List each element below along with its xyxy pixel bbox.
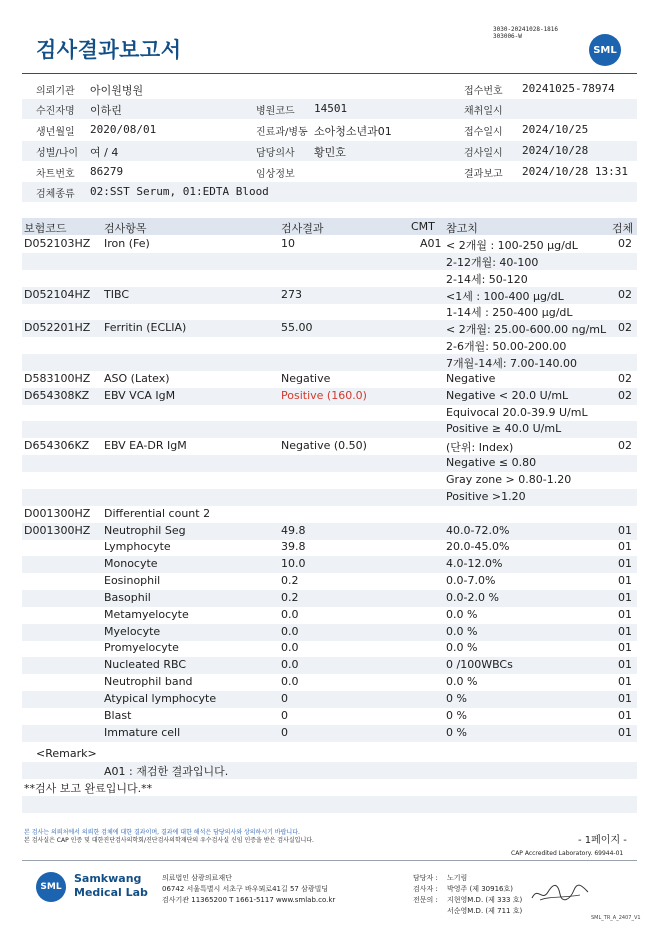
cell-ref: Negative < 20.0 U/mL: [446, 388, 569, 402]
cell-item: Immature cell: [104, 725, 181, 739]
cell-result: 49.8: [281, 523, 306, 537]
divider: [22, 73, 637, 74]
cell-spec: 01: [618, 641, 632, 655]
lab-logo: SML: [36, 872, 66, 902]
table-row: [22, 405, 637, 422]
table-row: [22, 506, 637, 523]
cell-spec: 01: [618, 574, 632, 587]
cell-spec: 01: [618, 557, 632, 571]
signature-icon: [530, 882, 590, 904]
cell-item: EBV VCA IgM: [104, 388, 176, 402]
cell-ref: Negative ≤ 0.80: [446, 456, 537, 470]
table-row: [22, 421, 637, 438]
cell-cmt: A01: [420, 237, 442, 250]
cell-spec: 02: [618, 237, 632, 250]
blank-row: [22, 796, 637, 813]
cell-result: 0.0: [281, 675, 299, 689]
cell-result: 0.0: [281, 624, 299, 638]
cell-result: 0.2: [281, 574, 299, 587]
table-row: [22, 236, 637, 253]
table-row: [22, 725, 637, 742]
table-row: [22, 607, 637, 624]
cell-ref: 0 %: [446, 708, 467, 722]
cell-spec: 01: [618, 523, 632, 537]
table-row: [22, 438, 637, 455]
page-number: - 1페이지 -: [578, 835, 627, 846]
table-row: [22, 303, 637, 320]
cell-result: 0.0: [281, 658, 299, 672]
cell-item: Basophil: [104, 590, 151, 604]
cell-item: Monocyte: [104, 557, 158, 571]
cell-code: D052104HZ: [24, 287, 91, 301]
cell-item: Neutrophil band: [104, 675, 193, 689]
cell-spec: 01: [618, 725, 632, 739]
cell-ref: 0 %: [446, 725, 467, 739]
table-row: [22, 489, 637, 506]
cell-result: Positive (160.0): [281, 388, 367, 402]
cell-spec: 01: [618, 658, 632, 672]
cell-ref: 0 /100WBCs: [446, 658, 513, 672]
cell-item: TIBC: [104, 287, 129, 301]
cell-item: ASO (Latex): [104, 371, 170, 385]
results-table-header: 보험코드 검사항목 검사결과 CMT 참고치 검체: [22, 218, 637, 235]
cell-item: EBV EA-DR IgM: [104, 439, 187, 453]
cell-result: 0.2: [281, 590, 299, 604]
cell-ref: 4.0-12.0%: [446, 557, 503, 571]
cell-ref: 7개월-14세: 7.00-140.00: [446, 357, 577, 370]
cell-spec: 01: [618, 624, 632, 638]
table-row: [22, 253, 637, 270]
cell-result: 0.0: [281, 641, 299, 655]
cell-spec: 01: [618, 708, 632, 722]
table-row: [22, 674, 637, 691]
table-row: [22, 556, 637, 573]
cell-ref: Equivocal 20.0-39.9 U/mL: [446, 405, 588, 419]
cell-code: D583100HZ: [24, 371, 91, 385]
table-row: [22, 270, 637, 287]
cell-item: Lymphocyte: [104, 540, 171, 554]
document-id: 3030-20241028-1816 303006-W: [493, 26, 559, 40]
cell-item: Differential count 2: [104, 506, 211, 520]
table-row: [22, 539, 637, 556]
cell-code: D654306KZ: [24, 439, 90, 453]
cell-ref: 0.0 %: [446, 641, 478, 655]
cell-result: 0: [281, 692, 288, 705]
cell-item: Blast: [104, 708, 132, 722]
lab-name: Samkwang Medical Lab: [74, 872, 148, 899]
cell-item: Atypical lymphocyte: [104, 692, 217, 705]
cell-result: Negative (0.50): [281, 439, 367, 453]
cell-item: Eosinophil: [104, 574, 161, 587]
lab-address: 의료법인 삼광의료재단 06742 서울특별시 서초구 바우뫼로41길 57 삼광빌딩 검사기관 11365200 T 1661-5117 www.smlab.co.kr: [162, 874, 336, 904]
cell-spec: 02: [618, 371, 632, 385]
table-row: [22, 337, 637, 354]
cell-ref: < 2개월 : 100-250 μg/dL: [446, 239, 578, 252]
cell-item: Promyelocyte: [104, 641, 179, 655]
table-row: [22, 691, 637, 708]
cell-ref: 1-14세 : 250-400 μg/dL: [446, 306, 573, 320]
cell-spec: 02: [618, 321, 632, 335]
cell-spec: 01: [618, 692, 632, 705]
table-row: [22, 657, 637, 674]
table-row: [22, 455, 637, 472]
cell-result: 0.0: [281, 607, 299, 621]
table-row: [22, 287, 637, 304]
cell-ref: 2-14세: 50-120: [446, 272, 528, 286]
cell-ref: 0.0-2.0 %: [446, 590, 499, 604]
cell-spec: 02: [618, 439, 632, 453]
cell-ref: 2-6개월: 50.00-200.00: [446, 340, 567, 354]
table-row: [22, 472, 637, 489]
info-row-chart: 차트번호 86279 임상정보 결과보고 2024/10/28 13:31: [36, 165, 628, 180]
cell-result: Negative: [281, 371, 331, 385]
cap-accreditation: CAP Accredited Laboratory. 69944-01: [511, 850, 624, 857]
table-row: [22, 523, 637, 540]
cell-spec: 02: [618, 388, 632, 402]
remark-title-row: <Remark>: [36, 747, 97, 760]
cell-ref: Gray zone > 0.80-1.20: [446, 472, 572, 486]
cell-spec: 01: [618, 590, 632, 604]
cell-code: D052201HZ: [24, 321, 91, 335]
cell-ref: <1세 : 100-400 μg/dL: [446, 289, 564, 303]
cell-ref: (단위: Index): [446, 441, 514, 455]
cell-spec: 01: [618, 607, 632, 621]
table-row: [22, 640, 637, 657]
cell-result: 55.00: [281, 321, 313, 335]
cell-ref: 0 %: [446, 692, 467, 705]
info-row-sex: 성별/나이 여 / 4 담당의사 황민호 검사일시 2024/10/28: [22, 141, 637, 161]
cell-item: Nucleated RBC: [104, 658, 187, 672]
cell-item: Neutrophil Seg: [104, 523, 186, 537]
info-row-name: 수진자명 이하린 병원코드 14501 채취일시: [22, 99, 637, 119]
cell-ref: 0.0 %: [446, 607, 478, 621]
info-row-specimen: 검체종류 02:SST Serum, 01:EDTA Blood: [22, 182, 637, 202]
table-row: [22, 573, 637, 590]
cell-ref: 0.0 %: [446, 624, 478, 638]
cell-code: D052103HZ: [24, 237, 91, 250]
table-row: [22, 388, 637, 405]
cell-spec: 02: [618, 287, 632, 301]
info-row-institution: 의뢰기관 아이원병원 접수번호 20241025-78974: [36, 82, 615, 97]
table-row: [22, 320, 637, 337]
table-row: [22, 590, 637, 607]
info-row-dob: 생년월일 2020/08/01 진료과/병동 소아청소년과01 접수일시 2024/10/25: [36, 123, 589, 138]
cell-result: 39.8: [281, 540, 306, 554]
table-row: [22, 708, 637, 725]
cell-spec: 01: [618, 540, 632, 554]
cell-ref: Negative: [446, 371, 496, 385]
table-row: [22, 624, 637, 641]
cell-result: 0: [281, 708, 288, 722]
cell-ref: 2-12개월: 40-100: [446, 255, 539, 269]
cell-ref: 0.0-7.0%: [446, 574, 496, 587]
cell-result: 0: [281, 725, 288, 739]
cell-item: Myelocyte: [104, 624, 161, 638]
report-complete-line: **검사 보고 완료입니다.**: [24, 782, 153, 795]
cell-ref: 20.0-45.0%: [446, 540, 510, 554]
cell-result: 10: [281, 237, 295, 250]
form-id: SML_TR_A_2407_V1: [591, 915, 641, 921]
table-row: [22, 371, 637, 388]
footer-note: 본 검사는 의뢰처에서 의뢰한 검체에 대한 결과이며, 결과에 대한 해석은 담당의사와 상의하시기 바랍니다. 본 검사실은 CAP 인증 및 대한진단검사의학회/진단검사의학재단의 우수검사실 신임 인증을 받은 검사실입니다.: [24, 829, 314, 844]
table-row: [22, 354, 637, 371]
cell-item: Metamyelocyte: [104, 607, 189, 621]
cell-item: Iron (Fe): [104, 237, 150, 250]
cell-result: 10.0: [281, 557, 306, 571]
sml-logo: SML: [589, 34, 621, 66]
cell-ref: Positive >1.20: [446, 489, 526, 503]
cell-result: 273: [281, 287, 302, 301]
footer-divider: [22, 860, 637, 861]
cell-code: D654308KZ: [24, 388, 90, 402]
cell-code: D001300HZ: [24, 506, 91, 520]
cell-ref: 40.0-72.0%: [446, 523, 510, 537]
cell-code: D001300HZ: [24, 523, 91, 537]
cell-ref: 0.0 %: [446, 675, 478, 689]
cell-item: Ferritin (ECLIA): [104, 321, 187, 335]
remark-line: A01 : 재검한 결과입니다.: [22, 762, 637, 779]
cell-ref: Positive ≥ 40.0 U/mL: [446, 422, 562, 436]
lab-staff: 담당자 : 노기림 검사자 : 박영주 (제 30916호) 전문의 : 지현영M.D. (제 333 호) 서순영M.D. (제 711 호): [413, 874, 523, 915]
report-title: 검사결과보고서: [36, 38, 182, 62]
cell-ref: < 2개월: 25.00-600.00 ng/mL: [446, 323, 607, 337]
cell-spec: 01: [618, 675, 632, 689]
